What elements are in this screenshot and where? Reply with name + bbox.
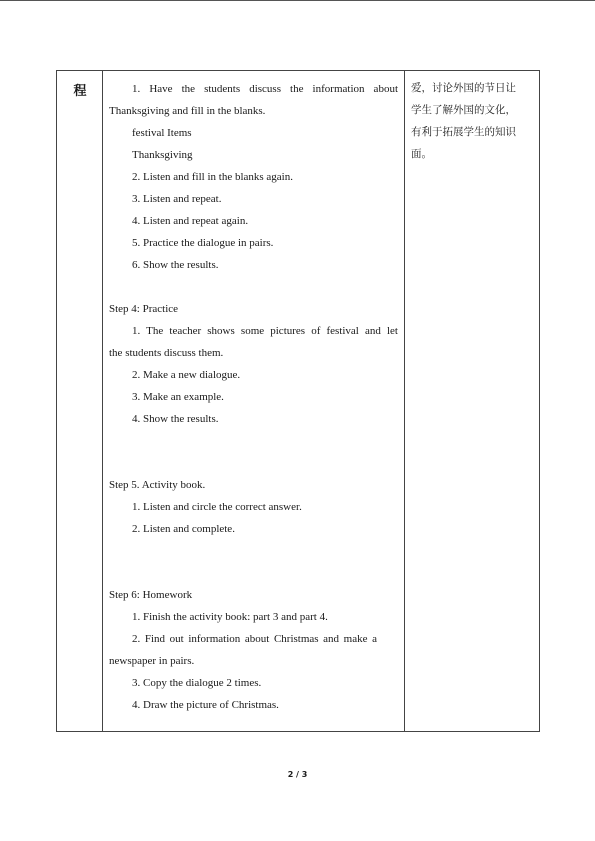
step4-line-4: 4. Show the results. [132, 413, 219, 425]
intro-line-2: Thanksgiving and fill in the blanks. [109, 105, 266, 117]
step4-line-3: 3. Make an example. [132, 391, 224, 403]
stage-label: 程 [73, 84, 87, 99]
item-6: 6. Show the results. [132, 259, 219, 271]
step4-line-1b: the students discuss them. [109, 347, 224, 359]
step6-line-4: 4. Draw the picture of Christmas. [132, 699, 279, 711]
step5-title: Step 5. Activity book. [109, 479, 206, 491]
step4-title: Step 4: Practice [109, 303, 179, 315]
note-line-1: 爱，讨论外国的节日让 [411, 82, 516, 94]
note-line-2: 学生了解外国的文化， [411, 104, 516, 116]
step5-line-1: 1. Listen and circle the correct answer. [132, 501, 302, 513]
header-rule [0, 0, 595, 1]
design-notes [411, 77, 535, 165]
item-3: 3. Listen and repeat. [132, 193, 222, 205]
step5-line-2: 2. Listen and complete. [132, 523, 235, 535]
thanksgiving-text: Thanksgiving [132, 149, 193, 161]
intro-line-1: 1. Have the students discuss the information about [132, 83, 398, 95]
item-5: 5. Practice the dialogue in pairs. [132, 237, 274, 249]
note-line-4: 面。 [411, 148, 432, 160]
lesson-table [56, 70, 540, 732]
procedure-column [103, 71, 405, 731]
notes-column [405, 71, 539, 731]
item-2: 2. Listen and fill in the blanks again. [132, 171, 293, 183]
stage-column [57, 71, 103, 731]
step6-title: Step 6: Homework [109, 589, 193, 601]
step6-line-2a: 2. Find out information about Christmas and make a [132, 633, 377, 645]
step4-line-1a: 1. The teacher shows some pictures of festival and let [132, 325, 398, 337]
page-number: 2 / 3 [287, 770, 308, 779]
step6-line-1: 1. Finish the activity book: part 3 and part 4. [132, 611, 328, 623]
note-line-3: 有利于拓展学生的知识 [411, 126, 516, 138]
step6-line-3: 3. Copy the dialogue 2 times. [132, 677, 262, 689]
step4-line-2: 2. Make a new dialogue. [132, 369, 241, 381]
item-4: 4. Listen and repeat again. [132, 215, 249, 227]
step6-line-2b: newspaper in pairs. [109, 655, 195, 667]
festival-items-text: festival Items [132, 127, 192, 139]
